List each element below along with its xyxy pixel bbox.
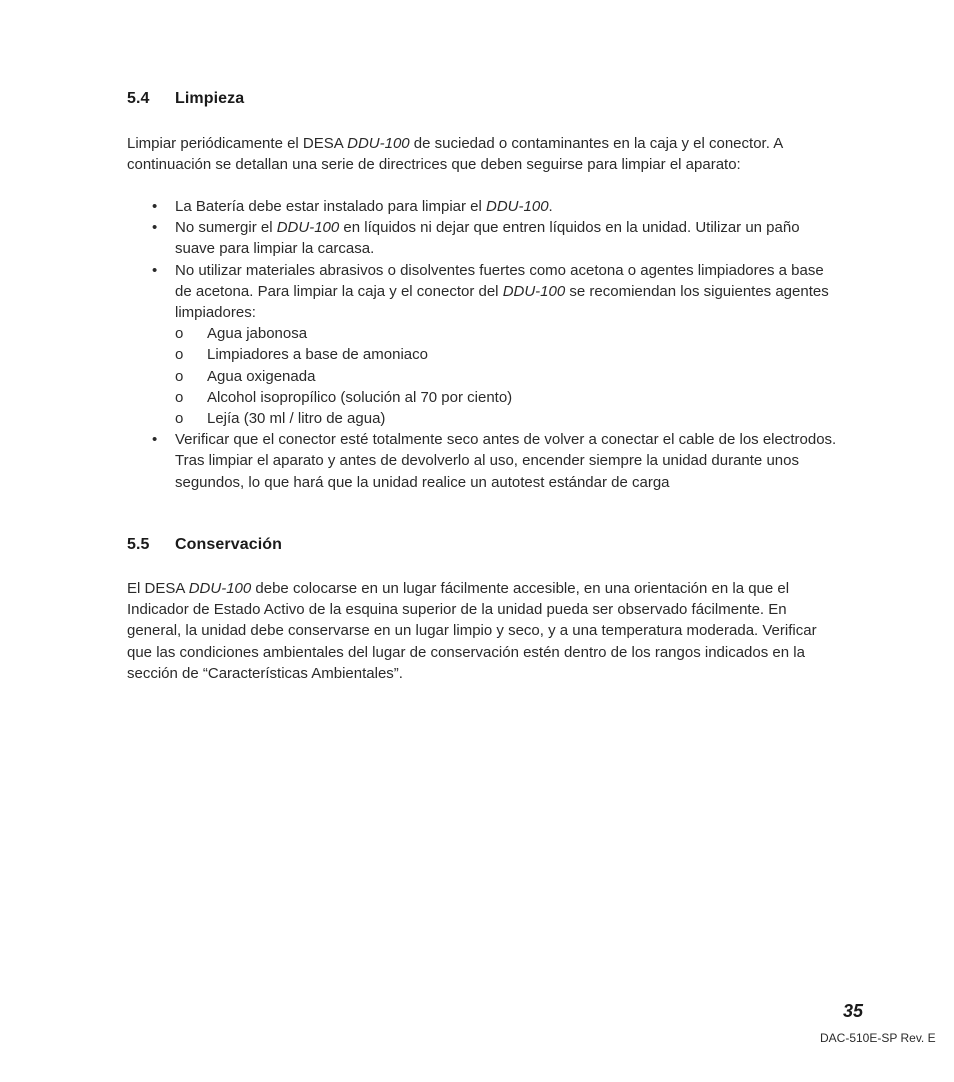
document-code: DAC-510E-SP Rev. E <box>820 1031 936 1045</box>
cleaning-intro-paragraph <box>127 133 837 175</box>
section-heading-conservacion <box>127 536 282 554</box>
sub-list-item <box>175 408 839 429</box>
list-item <box>127 196 839 217</box>
text-run: de suciedad o contaminantes en la caja y el conector. A continuación se detallan una serie de directrices que deben seguirse para limpiar el aparato: <box>127 135 783 174</box>
product-name: DDU-100 <box>276 219 340 237</box>
text-run: No utilizar materiales abrasivos o disolventes fuertes como acetona o agentes limpiadores a base de acetona. Para limpiar la caja y el conector del <box>175 261 824 300</box>
sub-bullet-mark: o <box>175 410 184 428</box>
list-item <box>127 429 839 493</box>
list-item-text <box>175 198 553 215</box>
text-run: Verificar que el conector esté totalmente seco antes de volver a conectar el cable de los electrodos. Tras limpiar el aparato y antes de devolverlo al uso, encender siempre la unidad durante unos segundos, lo que hará que la unidad realice un autotest estándar de carga <box>175 431 837 491</box>
bullet-mark: • <box>152 198 158 215</box>
product-name: DDU-100 <box>502 282 566 300</box>
text-run: en líquidos ni dejar que entren líquidos en la unidad. Utilizar un paño suave para limpiar la carcasa. <box>175 219 800 258</box>
product-name: DDU-100 <box>188 580 252 597</box>
product-name: DDU-100 <box>347 135 410 152</box>
sub-list-item-text: Lejía (30 ml / litro de agua) <box>207 410 386 428</box>
section-title-text: Conservación <box>175 536 283 553</box>
sub-bullet-mark: o <box>175 367 184 385</box>
section-title-text: Limpieza <box>175 90 245 107</box>
list-item-text <box>175 431 836 490</box>
sub-bullet-mark: o <box>175 388 184 406</box>
sub-list-item-text: Alcohol isopropílico (solución al 70 por ciento) <box>207 388 513 406</box>
product-name: DDU-100 <box>486 198 549 215</box>
sub-list-item <box>175 366 839 387</box>
list-item-text <box>175 262 829 321</box>
sub-list-item-text: Agua oxigenada <box>207 367 316 385</box>
sub-bullet-mark: o <box>175 346 184 364</box>
text-run: se recomiendan los siguientes agentes limpiadores: <box>175 282 829 322</box>
sub-list-item <box>175 323 839 344</box>
bullet-mark: • <box>152 261 158 279</box>
text-run: El DESA <box>127 580 189 597</box>
list-item-text <box>175 219 800 257</box>
cleaning-guidelines-list <box>127 196 839 493</box>
section-number: 5.4 <box>127 90 150 107</box>
section-number: 5.5 <box>127 536 150 553</box>
bullet-mark: • <box>152 431 158 449</box>
sub-list-item-text: Agua jabonosa <box>207 325 308 343</box>
text-run: . <box>548 198 553 215</box>
bullet-mark: • <box>152 219 158 237</box>
page-number: 35 <box>843 1001 864 1021</box>
cleaning-agents-list <box>175 323 839 429</box>
sub-bullet-mark: o <box>175 325 184 343</box>
sub-list-item <box>175 387 839 408</box>
sub-list-item-text: Limpiadores a base de amoniaco <box>207 346 428 364</box>
sub-list-item <box>175 344 839 365</box>
list-item <box>127 260 839 430</box>
section-heading-limpieza <box>127 90 244 108</box>
text-run: No sumergir el <box>175 219 277 237</box>
text-run: Limpiar periódicamente el DESA <box>127 135 348 152</box>
list-item <box>127 217 839 259</box>
storage-paragraph <box>127 578 827 684</box>
text-run: debe colocarse en un lugar fácilmente accesible, en una orientación en la que el Indicador de Estado Activo de la esquina superior de la unidad pueda ser observado fácilmente. En general, la unidad debe conservarse en un lugar limpio y seco, y a una temperatura moderada. Verificar que las condiciones ambientales del lugar de conservación estén dentro de los rangos indicados en la sección de “Características Ambientales”. <box>127 580 817 682</box>
text-run: La Batería debe estar instalado para limpiar el <box>175 198 487 215</box>
